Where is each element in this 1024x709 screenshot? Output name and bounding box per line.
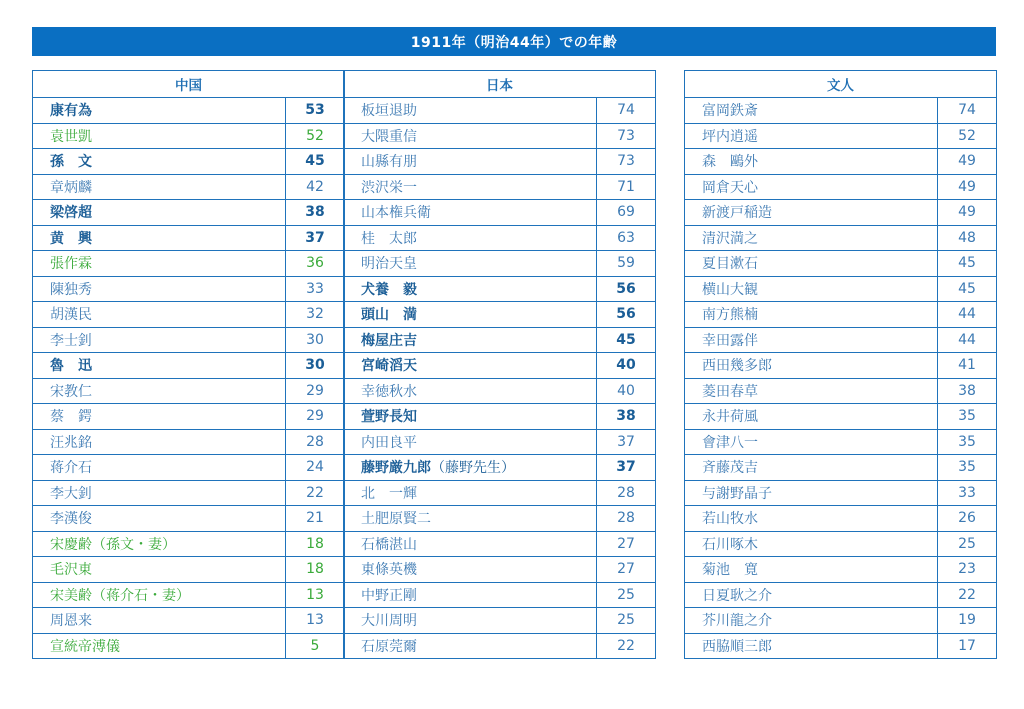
person-name [344, 531, 597, 557]
person-name [33, 200, 286, 226]
literati-table [684, 70, 997, 659]
person-name [33, 506, 286, 532]
person-age: 73 [597, 149, 656, 175]
person-name-text: 蔡 鍔 [50, 409, 92, 426]
person-name-text: 夏目漱石 [702, 256, 758, 273]
person-name-text: 北 一輝 [361, 485, 417, 502]
person-age: 37 [597, 429, 656, 455]
person-age: 44 [938, 327, 997, 353]
person-name [685, 174, 938, 200]
person-age: 28 [597, 506, 656, 532]
person-name-text: 石橋湛山 [361, 536, 417, 553]
person-age: 42 [286, 174, 345, 200]
table-row [344, 251, 656, 277]
person-name [33, 378, 286, 404]
person-name [685, 429, 938, 455]
person-name-text: 頭山 満 [361, 307, 417, 324]
table-row [685, 531, 997, 557]
person-name [685, 225, 938, 251]
table-row [33, 480, 345, 506]
person-name [685, 149, 938, 175]
person-name-text: 斉藤茂吉 [702, 460, 758, 477]
person-age: 29 [286, 378, 345, 404]
table-row [685, 123, 997, 149]
table-row [344, 531, 656, 557]
person-name-text: 汪兆銘 [50, 434, 92, 451]
person-age: 45 [938, 251, 997, 277]
person-name-text: 李漢俊 [50, 511, 92, 528]
person-name-text: 大隈重信 [361, 128, 417, 145]
person-age: 18 [286, 531, 345, 557]
person-age: 13 [286, 608, 345, 634]
table-row [344, 557, 656, 583]
person-name-text: 胡漢民 [50, 307, 92, 324]
person-age: 38 [938, 378, 997, 404]
table-row [33, 608, 345, 634]
person-name [685, 327, 938, 353]
person-name-text: 板垣退助 [361, 103, 417, 120]
person-name [685, 633, 938, 659]
person-name-text: 周恩来 [50, 613, 92, 630]
person-name-text: 西田幾多郎 [702, 358, 772, 375]
person-age: 35 [938, 455, 997, 481]
person-name [685, 378, 938, 404]
person-age: 53 [286, 98, 345, 124]
table-row [33, 633, 345, 659]
person-age: 22 [286, 480, 345, 506]
person-name-text: 永井荷風 [702, 409, 758, 426]
person-name [344, 633, 597, 659]
person-age: 63 [597, 225, 656, 251]
person-name [344, 123, 597, 149]
person-age: 30 [286, 353, 345, 379]
person-name [685, 353, 938, 379]
person-age: 33 [938, 480, 997, 506]
person-name [685, 404, 938, 430]
person-name-text: 萱野長知 [361, 409, 417, 426]
person-name [685, 455, 938, 481]
person-age: 5 [286, 633, 345, 659]
person-name [33, 429, 286, 455]
person-name [344, 378, 597, 404]
table-row [33, 302, 345, 328]
table-row [344, 98, 656, 124]
table-row [33, 123, 345, 149]
person-name [33, 480, 286, 506]
person-name [33, 353, 286, 379]
person-name-text: 南方熊楠 [702, 307, 758, 324]
table-row [344, 353, 656, 379]
person-age: 40 [597, 353, 656, 379]
person-name-text: 山縣有朋 [361, 154, 417, 171]
person-age: 21 [286, 506, 345, 532]
table-row [33, 378, 345, 404]
person-name [344, 302, 597, 328]
table-row [685, 276, 997, 302]
person-name [33, 225, 286, 251]
table-row [344, 429, 656, 455]
person-age: 40 [597, 378, 656, 404]
table-row [33, 404, 345, 430]
table-row [33, 327, 345, 353]
table-row [344, 608, 656, 634]
person-name [344, 174, 597, 200]
person-age: 30 [286, 327, 345, 353]
page-title: 1911年（明治44年）での年齢 [32, 27, 996, 56]
person-name-text: 森 鷗外 [702, 154, 758, 171]
person-age: 22 [938, 582, 997, 608]
person-name-text: 横山大観 [702, 281, 758, 298]
person-name-text: 渋沢栄一 [361, 179, 417, 196]
table-row [33, 429, 345, 455]
person-name-text: 蒋介石 [50, 460, 92, 477]
person-name [33, 149, 286, 175]
japan-table [343, 70, 656, 659]
person-age: 35 [938, 429, 997, 455]
table-row [685, 633, 997, 659]
person-name-text: 會津八一 [702, 434, 758, 451]
table-row [33, 455, 345, 481]
person-name-text: 岡倉天心 [702, 179, 758, 196]
person-name-text: 大川周明 [361, 613, 417, 630]
person-name-text: 富岡鉄斎 [702, 103, 758, 120]
person-name [344, 200, 597, 226]
person-name-text: 宣統帝溥儀 [50, 638, 120, 655]
table-row [33, 174, 345, 200]
table-row [685, 557, 997, 583]
person-age: 45 [938, 276, 997, 302]
person-name-text: 袁世凱 [50, 128, 92, 145]
person-name [33, 557, 286, 583]
table-row [344, 200, 656, 226]
person-name-text: 中野正剛 [361, 587, 417, 604]
person-name-text: 宋美齢（蒋介石・妻） [50, 587, 190, 604]
china-table [32, 70, 345, 659]
person-age: 56 [597, 302, 656, 328]
person-age: 17 [938, 633, 997, 659]
table-row [344, 327, 656, 353]
table-row [33, 251, 345, 277]
person-age: 45 [286, 149, 345, 175]
table-row [344, 149, 656, 175]
china-header: 中国 [33, 71, 345, 98]
person-name [685, 608, 938, 634]
person-name [33, 608, 286, 634]
person-name [685, 302, 938, 328]
person-name [33, 123, 286, 149]
person-name-text: 石原莞爾 [361, 638, 417, 655]
person-age: 36 [286, 251, 345, 277]
person-name [344, 276, 597, 302]
person-age: 52 [286, 123, 345, 149]
person-name [344, 98, 597, 124]
person-name-text: 内田良平 [361, 434, 417, 451]
person-name-text: 東條英機 [361, 562, 417, 579]
person-name-text: 菊池 寛 [702, 562, 758, 579]
person-name [685, 557, 938, 583]
person-age: 74 [938, 98, 997, 124]
person-age: 29 [286, 404, 345, 430]
person-name-text: 李士釗 [50, 332, 92, 349]
person-age: 71 [597, 174, 656, 200]
person-name [685, 506, 938, 532]
person-age: 41 [938, 353, 997, 379]
table-row [344, 378, 656, 404]
person-age: 52 [938, 123, 997, 149]
table-row [344, 276, 656, 302]
table-row [33, 506, 345, 532]
literati-header: 文人 [685, 71, 997, 98]
person-age: 23 [938, 557, 997, 583]
person-name [33, 174, 286, 200]
table-row [685, 327, 997, 353]
table-row [33, 531, 345, 557]
person-name-text: 黄 興 [50, 230, 92, 247]
person-age: 73 [597, 123, 656, 149]
table-row [685, 353, 997, 379]
person-name-text: 芥川龍之介 [702, 613, 772, 630]
table-row [685, 200, 997, 226]
person-name-text: 清沢満之 [702, 230, 758, 247]
person-age: 74 [597, 98, 656, 124]
person-name [344, 455, 597, 481]
table-row [685, 225, 997, 251]
person-name [685, 276, 938, 302]
person-name-text: 宮崎滔天 [361, 358, 417, 375]
table-row [685, 302, 997, 328]
person-age: 25 [597, 608, 656, 634]
person-name-text: 石川啄木 [702, 536, 758, 553]
person-name-text: 魯 迅 [50, 358, 92, 375]
person-name-text: 新渡戸稲造 [702, 205, 772, 222]
table-row [33, 353, 345, 379]
person-age: 48 [938, 225, 997, 251]
person-name [33, 98, 286, 124]
table-row [344, 123, 656, 149]
person-name-text: 坪内逍遥 [702, 128, 758, 145]
person-age: 49 [938, 174, 997, 200]
person-name [344, 582, 597, 608]
table-row [685, 506, 997, 532]
table-row [344, 302, 656, 328]
person-name [33, 531, 286, 557]
table-row [685, 429, 997, 455]
person-name-text: 康有為 [50, 103, 92, 120]
person-name-text: 日夏耿之介 [702, 587, 772, 604]
person-name-text: 西脇順三郎 [702, 638, 772, 655]
person-name [344, 353, 597, 379]
table-row [685, 608, 997, 634]
person-name-text: 張作霖 [50, 256, 92, 273]
person-name-text: 毛沢東 [50, 562, 92, 579]
person-age: 44 [938, 302, 997, 328]
table-row [33, 149, 345, 175]
japan-header: 日本 [344, 71, 656, 98]
person-name [33, 404, 286, 430]
person-name [344, 149, 597, 175]
person-name-text: 犬養 毅 [361, 281, 417, 298]
table-row [344, 455, 656, 481]
person-age: 13 [286, 582, 345, 608]
person-age: 35 [938, 404, 997, 430]
person-name [685, 531, 938, 557]
person-name-text: 幸田露伴 [702, 332, 758, 349]
person-name [33, 327, 286, 353]
person-name [685, 582, 938, 608]
person-name [33, 276, 286, 302]
person-name [344, 557, 597, 583]
table-row [685, 378, 997, 404]
person-age: 27 [597, 531, 656, 557]
table-row [685, 404, 997, 430]
table-row [33, 582, 345, 608]
person-name [344, 480, 597, 506]
person-name-text: 孫 文 [50, 154, 92, 171]
person-name-text: 梁啓超 [50, 205, 92, 222]
person-name-text: 陳独秀 [50, 281, 92, 298]
person-age: 22 [597, 633, 656, 659]
person-age: 37 [286, 225, 345, 251]
table-row [685, 174, 997, 200]
person-name-text: 宋教仁 [50, 383, 92, 400]
person-name-text: 桂 太郎 [361, 230, 417, 247]
person-name-text: 明治天皇 [361, 256, 417, 273]
table-row [33, 276, 345, 302]
table-row [685, 149, 997, 175]
person-name-text: 若山牧水 [702, 511, 758, 528]
person-name-text: 土肥原賢二 [361, 511, 431, 528]
person-name [685, 98, 938, 124]
table-row [344, 633, 656, 659]
person-age: 19 [938, 608, 997, 634]
table-row [685, 98, 997, 124]
person-name [685, 200, 938, 226]
person-name [33, 582, 286, 608]
person-name-text: 幸徳秋水 [361, 383, 417, 400]
table-row [344, 404, 656, 430]
person-age: 45 [597, 327, 656, 353]
table-row [33, 225, 345, 251]
table-row [685, 251, 997, 277]
person-age: 27 [597, 557, 656, 583]
person-name-text: 宋慶齢（孫文・妻） [50, 536, 176, 553]
person-age: 25 [597, 582, 656, 608]
table-row [344, 480, 656, 506]
person-name [33, 251, 286, 277]
person-age: 59 [597, 251, 656, 277]
person-name [344, 506, 597, 532]
person-name [33, 302, 286, 328]
person-age: 49 [938, 200, 997, 226]
person-age: 38 [286, 200, 345, 226]
table-row [33, 200, 345, 226]
table-row [344, 582, 656, 608]
person-name [33, 633, 286, 659]
person-name-text: 章炳麟 [50, 179, 92, 196]
table-row [33, 557, 345, 583]
person-age: 37 [597, 455, 656, 481]
person-age: 26 [938, 506, 997, 532]
person-name [344, 404, 597, 430]
table-row [685, 480, 997, 506]
table-row [344, 174, 656, 200]
person-age: 25 [938, 531, 997, 557]
person-age: 69 [597, 200, 656, 226]
person-age: 49 [938, 149, 997, 175]
table-row [344, 225, 656, 251]
person-name [344, 251, 597, 277]
person-name-text: 李大釗 [50, 485, 92, 502]
person-name-text: 梅屋庄吉 [361, 332, 417, 349]
person-name [344, 225, 597, 251]
person-age: 28 [597, 480, 656, 506]
person-age: 56 [597, 276, 656, 302]
person-age: 24 [286, 455, 345, 481]
table-row [33, 98, 345, 124]
person-age: 33 [286, 276, 345, 302]
person-age: 38 [597, 404, 656, 430]
person-name-text: 藤野厳九郎 [361, 460, 431, 477]
person-age: 18 [286, 557, 345, 583]
person-name [33, 455, 286, 481]
person-name [685, 251, 938, 277]
person-note: （藤野先生） [431, 460, 515, 477]
person-name [344, 608, 597, 634]
person-name-text: 菱田春草 [702, 383, 758, 400]
table-row [344, 506, 656, 532]
person-name-text: 与謝野晶子 [702, 485, 772, 502]
person-age: 28 [286, 429, 345, 455]
person-name [685, 123, 938, 149]
table-row [685, 582, 997, 608]
person-age: 32 [286, 302, 345, 328]
table-row [685, 455, 997, 481]
person-name [344, 327, 597, 353]
person-name [685, 480, 938, 506]
person-name-text: 山本権兵衛 [361, 205, 431, 222]
person-name [344, 429, 597, 455]
